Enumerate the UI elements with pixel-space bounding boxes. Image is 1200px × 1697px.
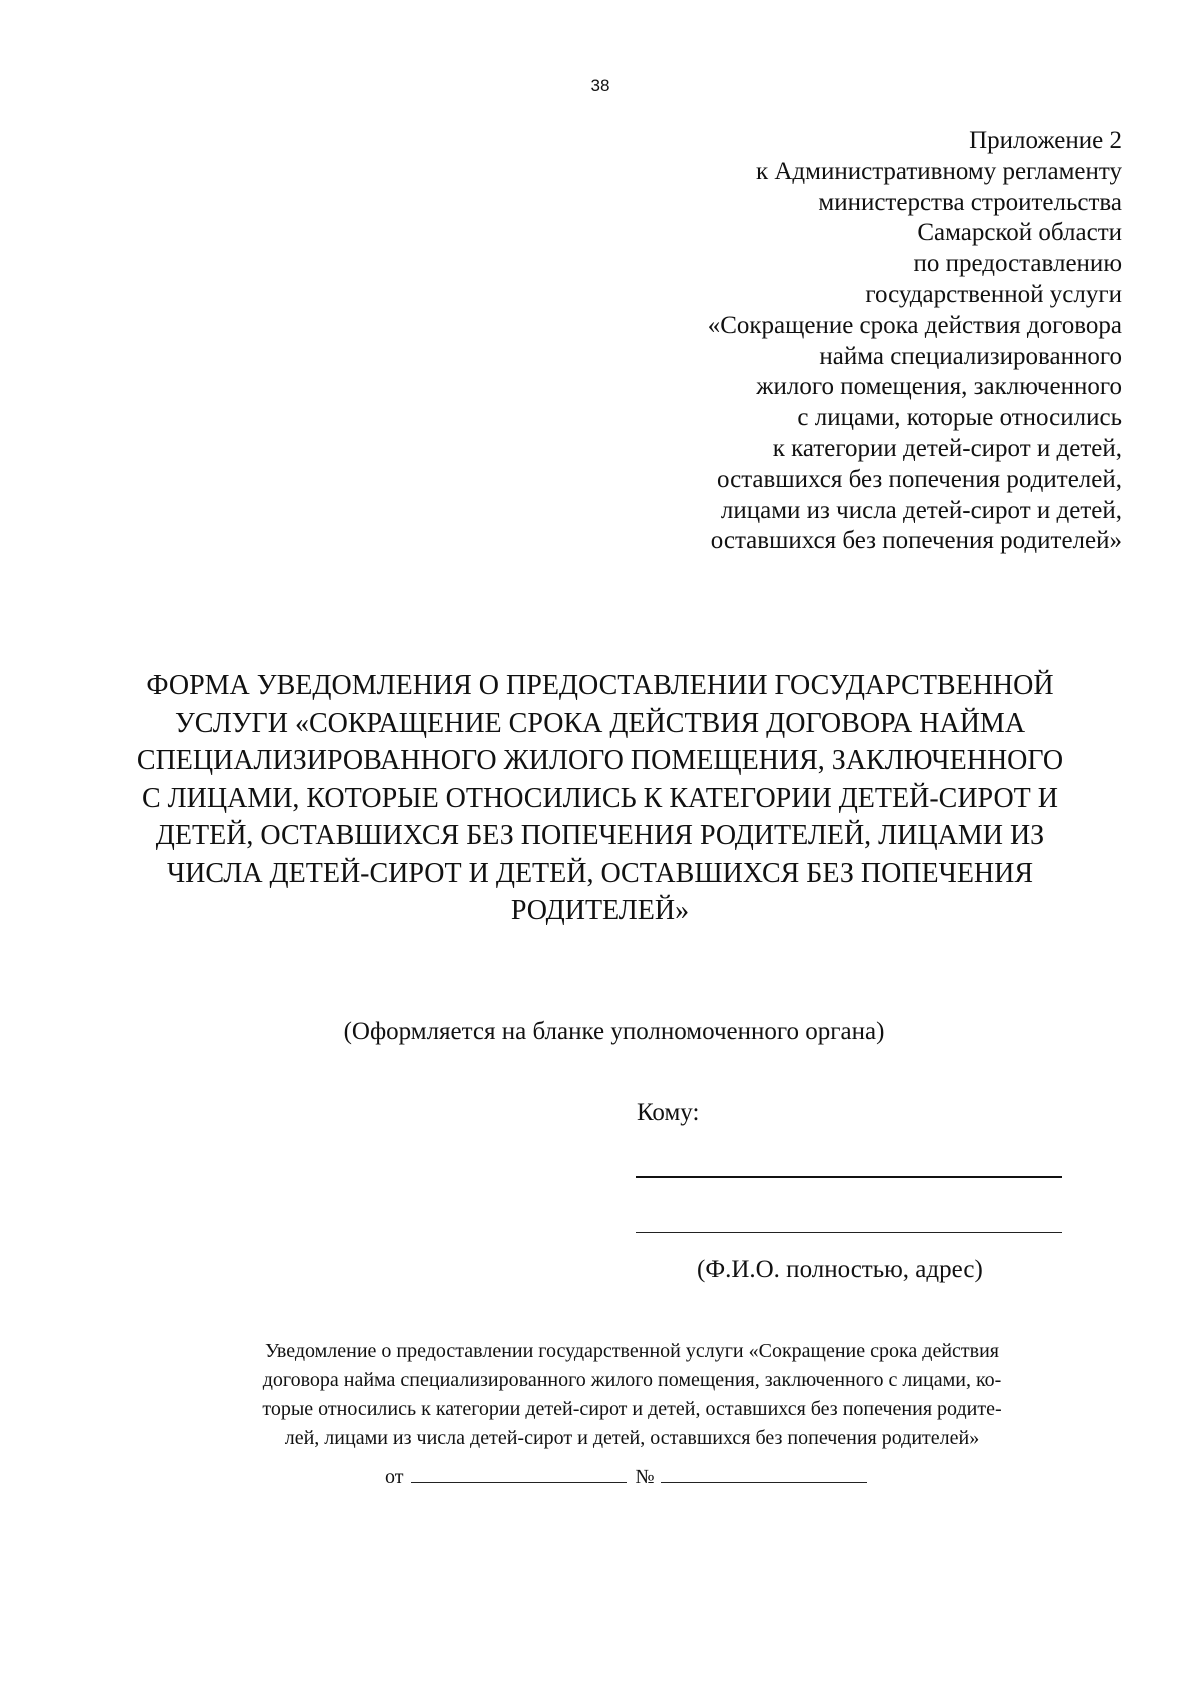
number-label: №: [635, 1466, 655, 1488]
appendix-line: «Сокращение срока действия договора: [707, 311, 1122, 339]
date-blank-field[interactable]: [411, 1464, 627, 1483]
recipient-caption: (Ф.И.О. полностью, адрес): [697, 1256, 983, 1283]
page-number: 38: [590, 76, 610, 95]
form-title-line: ЧИСЛА ДЕТЕЙ-СИРОТ И ДЕТЕЙ, ОСТАВШИХСЯ БЕЗ ПОПЕЧЕНИЯ: [166, 857, 1034, 889]
appendix-line: к категории детей-сирот и детей,: [772, 434, 1122, 462]
recipient-line-1[interactable]: [636, 1176, 1062, 1178]
notice-text: [180, 1337, 1084, 1453]
appendix-line: жилого помещения, заключенного: [756, 373, 1122, 401]
notice-line: Уведомление о предоставлении государственной услуги «Сокращение срока действия: [265, 1340, 999, 1362]
notice-line: лей, лицами из числа детей-сирот и детей, оставшихся без попечения родителей»: [284, 1427, 980, 1449]
appendix-line: государственной услуги: [865, 280, 1122, 308]
appendix-line: с лицами, которые относились: [797, 404, 1122, 432]
appendix-header: [562, 126, 1122, 557]
appendix-line: найма специализированного: [819, 342, 1122, 370]
appendix-line: министерства строительства: [818, 188, 1122, 216]
date-number-row: [385, 1464, 867, 1489]
appendix-line: к Административному регламенту: [755, 157, 1122, 185]
appendix-line: лицами из числа детей-сирот и детей,: [720, 496, 1122, 524]
blank-note: (Оформляется на бланке уполномоченного органа): [343, 1018, 885, 1045]
appendix-line: оставшихся без попечения родителей»: [710, 527, 1122, 555]
notice-line: договора найма специализированного жилого помещения, заключенного с лицами, ко-: [262, 1369, 1002, 1391]
number-blank-field[interactable]: [661, 1464, 867, 1483]
appendix-line: оставшихся без попечения родителей,: [716, 465, 1122, 493]
form-title-line: УСЛУГИ «СОКРАЩЕНИЕ СРОКА ДЕЙСТВИЯ ДОГОВОРА НАЙМА: [174, 707, 1026, 739]
recipient-label: Кому:: [637, 1099, 700, 1126]
appendix-line: Приложение 2: [969, 127, 1122, 154]
form-title-line: С ЛИЦАМИ, КОТОРЫЕ ОТНОСИЛИСЬ К КАТЕГОРИИ ДЕТЕЙ-СИРОТ И: [141, 782, 1058, 814]
recipient-line-2[interactable]: [636, 1232, 1062, 1233]
form-title-line: СПЕЦИАЛИЗИРОВАННОГО ЖИЛОГО ПОМЕЩЕНИЯ, ЗАКЛЮЧЕННОГО: [136, 745, 1064, 776]
form-title: [80, 667, 1120, 930]
form-title-line: ДЕТЕЙ, ОСТАВШИХСЯ БЕЗ ПОПЕЧЕНИЯ РОДИТЕЛЕЙ, ЛИЦАМИ ИЗ: [155, 820, 1045, 851]
form-title-line: ФОРМА УВЕДОМЛЕНИЯ О ПРЕДОСТАВЛЕНИИ ГОСУДАРСТВЕННОЙ: [146, 670, 1054, 701]
date-from-label: от: [385, 1466, 404, 1488]
form-title-line: РОДИТЕЛЕЙ»: [510, 895, 690, 926]
appendix-line: Самарской области: [917, 219, 1122, 247]
appendix-line: по предоставлению: [913, 250, 1122, 278]
notice-line: торые относились к категории детей-сирот и детей, оставшихся без попечения родите-: [262, 1398, 1002, 1420]
